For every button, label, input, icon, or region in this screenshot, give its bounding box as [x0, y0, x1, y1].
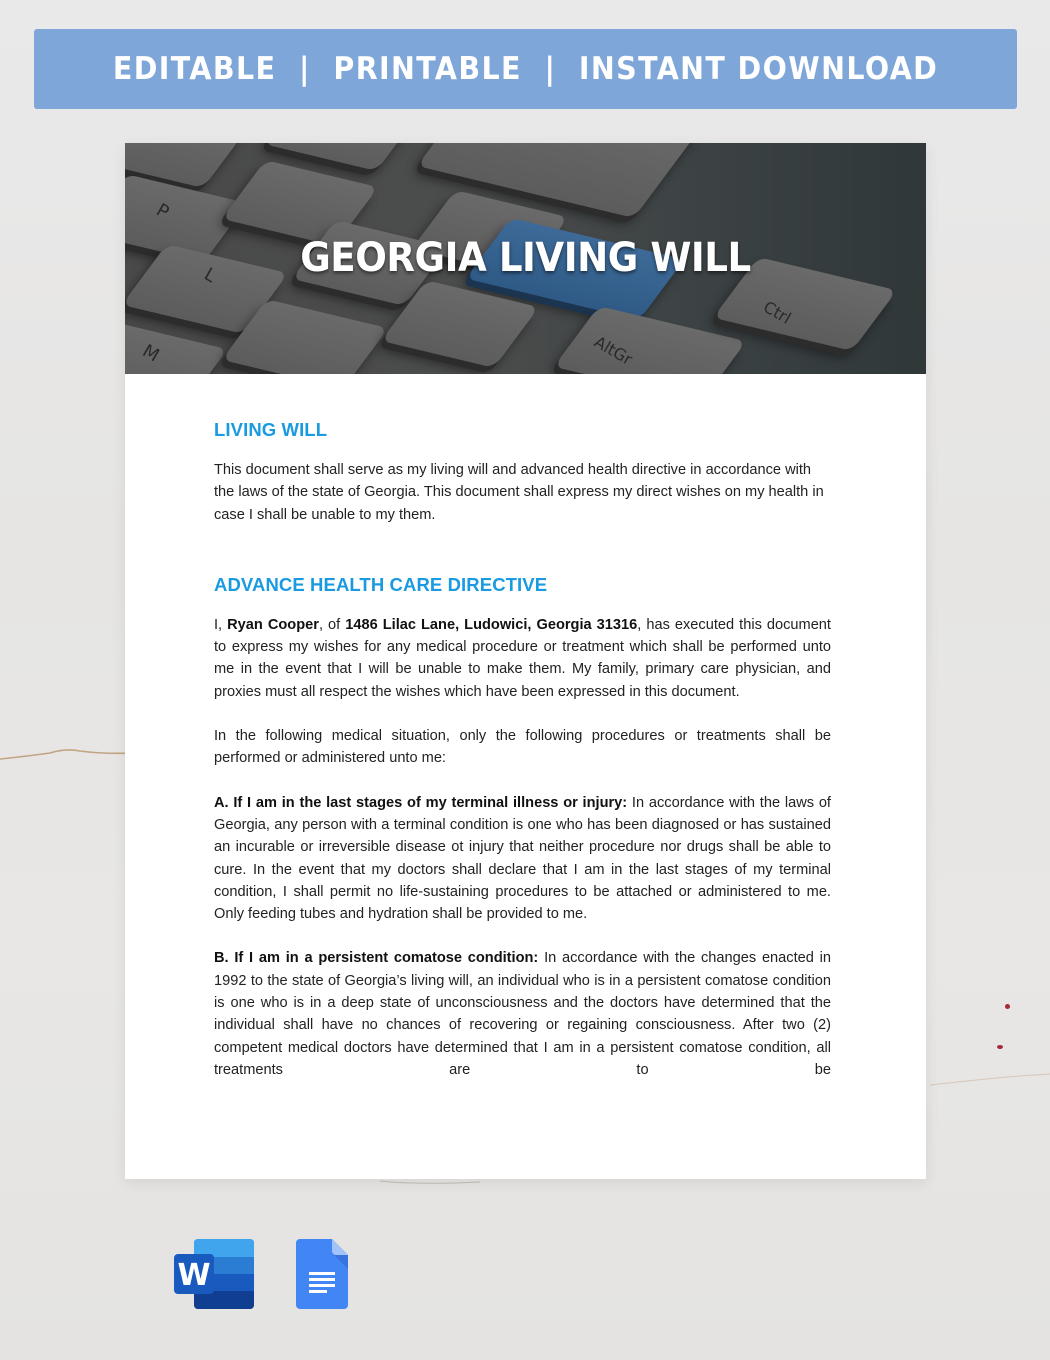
- features-banner-text: EDITABLE | PRINTABLE | INSTANT DOWNLOAD: [112, 51, 939, 87]
- section-heading-living-will: LIVING WILL: [214, 419, 328, 440]
- situation-paragraph: In the following medical situation, only the following procedures or treatments shall be performed or administered unto me:: [214, 728, 831, 767]
- intro-prefix: I,: [214, 616, 228, 633]
- marble-vein: [0, 745, 135, 765]
- key-m-glyph: M: [138, 340, 163, 367]
- clause-a-text: In accordance with the laws of Georgia, any person with a terminal condition is one who has been diagnosed or has sustained an incurable or irreversible disease ot injury that neither procedure nor drugs shall be able to cure. In the event that my doctors shall declare that I am in the last stages of my terminal condition, I shall permit no life-sustaining procedures to be attached or administered to me. Only feeding tubes and hydration shall be provided to me.: [214, 794, 831, 923]
- document-body: [214, 419, 831, 1081]
- key-ctrl-glyph: Ctrl: [760, 297, 795, 328]
- marble-vein: [930, 1070, 1050, 1090]
- section-heading-advance-directive: ADVANCE HEALTH CARE DIRECTIVE: [214, 573, 548, 595]
- marble-vein: [380, 1178, 480, 1188]
- intro-mid: , of: [318, 616, 346, 633]
- document-title: GEORGIA LIVING WILL: [300, 235, 751, 281]
- clause-a-label: A. If I am in the last stages of my terminal illness or injury:: [214, 794, 628, 811]
- key-p-glyph: P: [152, 199, 173, 224]
- clause-a-paragraph: [214, 792, 831, 926]
- hero-header: [125, 143, 926, 374]
- word-icon-letter: W: [177, 1258, 211, 1293]
- declarant-address: 1486 Lilac Lane, Ludowici, Georgia 31316: [345, 616, 638, 633]
- clause-b-text: In accordance with the changes enacted in 1992 to the state of Georgia’s living will, an individual who is in a persistent comatose condition is one who is in a deep state of unconsciousness and the doctors have determined that the individual shall have no chances of recovering or regaining consciousness. After two (2) competent medical doctors have determined that I am in a persistent comatose condition, all treatments are to be: [214, 950, 832, 1078]
- living-will-paragraph: This document shall serve as my living will and advanced health directive in accordance with the laws of the state of Georgia. This document shall express my direct wishes on my health in case I shall be unable to my them.: [214, 462, 824, 523]
- marble-speck: [997, 1045, 1003, 1049]
- marble-speck: [1005, 1004, 1010, 1009]
- declarant-paragraph: [214, 614, 831, 703]
- key-l-glyph: L: [200, 263, 220, 288]
- key-altgr-glyph: AltGr: [590, 332, 636, 369]
- features-banner: [34, 29, 1017, 109]
- word-icon: [174, 1239, 254, 1309]
- clause-b-paragraph: [214, 947, 831, 1081]
- intro-suffix: , has executed this document to express my wishes for any medical procedure or treatment which shall be performed unto me in the event that I will be unable to make them. My family, primary care physician, and proxies must all respect the wishes which have been expressed in this document.: [214, 616, 831, 700]
- clause-b-label: B. If I am in a persistent comatose condition:: [214, 950, 539, 967]
- declarant-name: Ryan Cooper: [227, 616, 319, 633]
- document-preview: [125, 143, 926, 1179]
- google-docs-icon: [296, 1239, 348, 1309]
